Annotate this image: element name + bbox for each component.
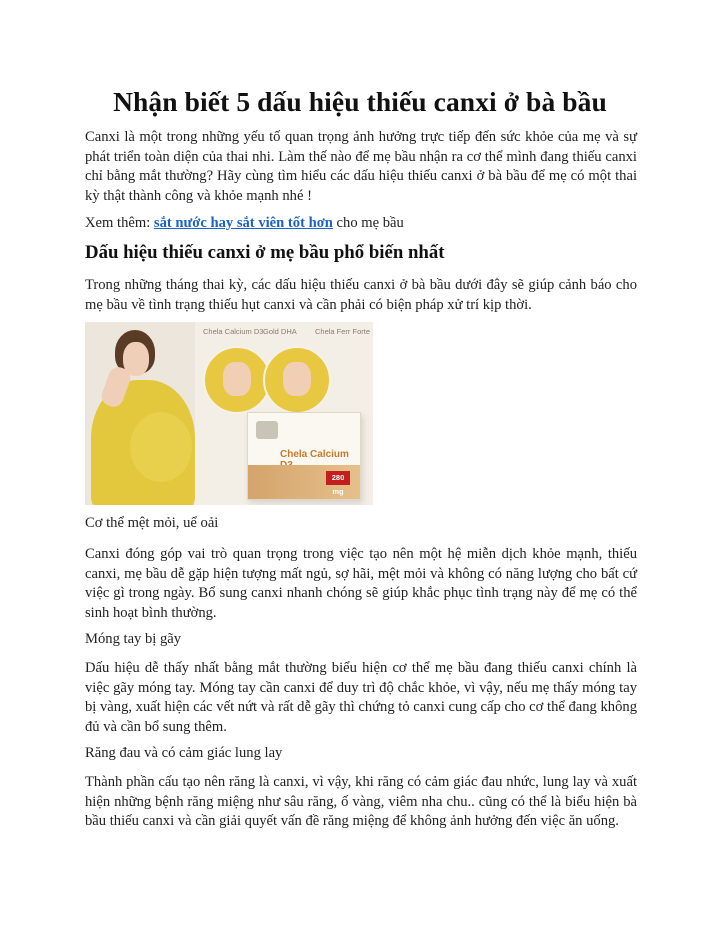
photo-circle-skin bbox=[283, 362, 311, 396]
article-title: Nhận biết 5 dấu hiệu thiếu canxi ở bà bầu bbox=[113, 86, 607, 117]
photo-woman-belly bbox=[130, 412, 192, 482]
sign-1-title: Cơ thể mệt mỏi, uể oải bbox=[85, 515, 219, 531]
photo-brand-2: Gold DHA bbox=[263, 327, 297, 336]
see-also-link[interactable]: sắt nước hay sắt viên tốt hơn bbox=[153, 215, 333, 231]
photo-circle-1 bbox=[203, 346, 271, 414]
product-badge: 280 mg bbox=[326, 471, 350, 485]
sign-2-title: Móng tay bị gãy bbox=[85, 631, 182, 647]
photo-brand-1: Chela Calcium D3 bbox=[203, 327, 264, 336]
see-also-line bbox=[85, 214, 637, 234]
see-also-suffix: cho mẹ bầu bbox=[332, 215, 404, 231]
photo-circle-skin bbox=[223, 362, 251, 396]
see-also-prefix: Xem thêm: bbox=[85, 215, 154, 231]
product-box-map bbox=[256, 421, 278, 439]
section-heading: Dấu hiệu thiếu canxi ở mẹ bầu phổ biến nhất bbox=[85, 242, 445, 263]
product-box bbox=[247, 412, 361, 500]
photo-brand-3: Chela Ferr Forte bbox=[315, 327, 371, 336]
sign-3-body: Thành phần cấu tạo nên răng là canxi, vì vậy, khi răng có cảm giác đau nhức, lung lay và xuất hiện những bệnh răng miệng như sâu răng, ố vàng, viêm nha chu.. cũng có thể là biểu hiện bà bầu thiếu canxi và cần giải quyết vấn đề răng miệng để không ảnh hưởng đến việc ăn uống. bbox=[85, 774, 637, 830]
sign-2-body: Dấu hiệu dễ thấy nhất bằng mắt thường biểu hiện cơ thể mẹ bầu đang thiếu canxi chính là việc gãy móng tay. Móng tay cần canxi để duy trì độ chắc khỏe, vì vậy, nếu mẹ thấy móng tay bị vàng, xuất hiện các vết nứt và rất dễ gãy thì chứng tỏ canxi cung cấp cho cơ thể đang không đủ và cần bổ sung thêm. bbox=[85, 660, 637, 735]
sign-1-body: Canxi đóng góp vai trò quan trọng trong việc tạo nên một hệ miễn dịch khỏe mạnh, thiếu canxi, mẹ bầu dễ gặp hiện tượng mất ngủ, sợ hãi, mệt mỏi và không có năng lượng cho bất cứ việc gì trong ngày. Bổ sung canxi nhanh chóng sẽ giúp khắc phục tình trạng này để mẹ có thể sinh hoạt bình thường. bbox=[85, 546, 637, 621]
sign-3-title: Răng đau và có cảm giác lung lay bbox=[85, 745, 283, 761]
article-photo bbox=[85, 322, 373, 505]
section-intro-paragraph: Trong những tháng thai kỳ, các dấu hiệu thiếu canxi ở bà bầu dưới đây sẽ giúp cảnh báo cho mẹ bầu về tình trạng thiếu hụt canxi và cần phải có biện pháp xử trí kịp thời. bbox=[85, 277, 637, 313]
photo-circle-2 bbox=[263, 346, 331, 414]
product-logo: Chela Calcium bbox=[280, 449, 349, 460]
intro-paragraph: Canxi là một trong những yếu tố quan trọng ảnh hưởng trực tiếp đến sức khỏe của mẹ và sự phát triển toàn diện của thai nhi. Làm thế nào để mẹ bầu nhận ra cơ thể mình đang thiếu canxi chỉ bằng mắt thường? Hãy cùng tìm hiểu các dấu hiệu thiếu canxi ở bà bầu để mẹ có một thai kỳ thật thành công và khỏe mạnh nhé ! bbox=[85, 129, 637, 204]
